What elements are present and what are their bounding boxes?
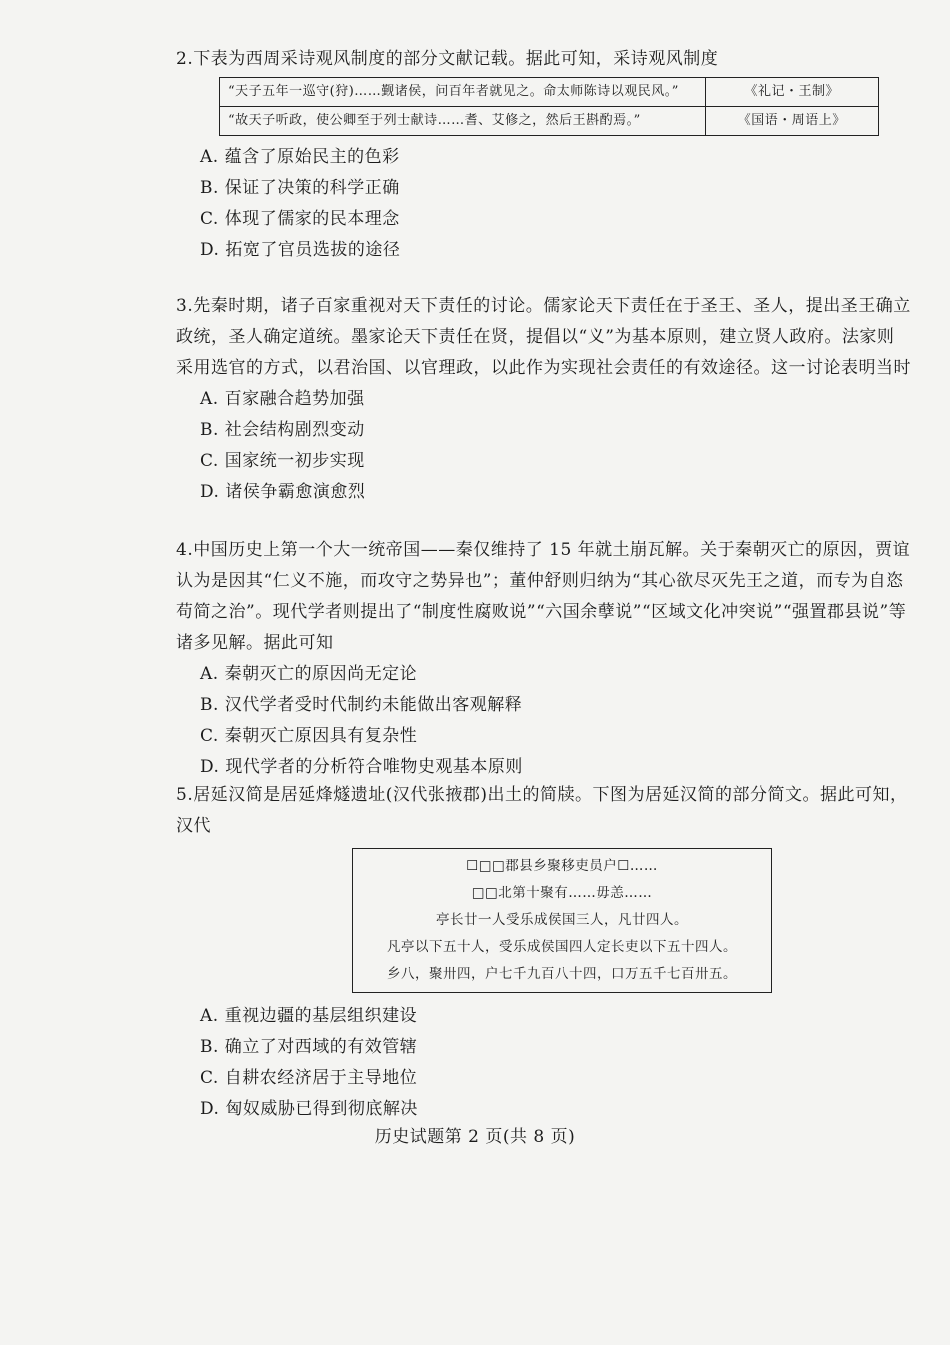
source-text: “天子五年一巡守(狩)……觐诸侯，问百年者就见之。命太师陈诗以观民风。”	[220, 78, 706, 107]
option-d: D. 匈奴威胁已得到彻底解决	[200, 1099, 418, 1119]
bamboo-line: 乡八，聚卅四，户七千九百八十四，口万五千七百卅五。	[387, 966, 737, 982]
source-citation: 《国语・周语上》	[705, 107, 878, 136]
option-b: B. 社会结构剧烈变动	[200, 420, 365, 440]
bamboo-slip-box	[352, 848, 772, 993]
option-c: C. 国家统一初步实现	[200, 451, 365, 471]
option-b: B. 汉代学者受时代制约未能做出客观解释	[200, 695, 523, 715]
bamboo-line: 凡亭以下五十人，受乐成侯国四人定长吏以下五十四人。	[387, 939, 737, 955]
page-footer: 历史试题第 2 页(共 8 页)	[374, 1127, 576, 1147]
question-5-stem: 5.居延汉简是居延烽燧遗址(汉代张掖郡)出土的简牍。下图为居延汉简的部分简文。据此可知，汉代	[176, 785, 908, 836]
question-3	[176, 291, 911, 508]
table-row	[220, 107, 879, 136]
bamboo-line: □□北第十聚有……毋恙……	[471, 885, 653, 901]
option-d: D. 拓宽了官员选拔的途径	[200, 240, 401, 260]
question-5	[176, 780, 911, 1125]
option-d: D. 现代学者的分析符合唯物史观基本原则	[200, 757, 523, 777]
source-text: “故天子听政，使公卿至于列士献诗……耆、艾修之，然后王斟酌焉。”	[220, 107, 706, 136]
option-c: C. 体现了儒家的民本理念	[200, 209, 400, 229]
question-3-stem: 3.先秦时期，诸子百家重视对天下责任的讨论。儒家论天下责任在于圣王、圣人，提出圣王确立政统，圣人确定道统。墨家论天下责任在贤，提倡以“义”为基本原则，建立贤人政府。法家则采用选官的方式，以君治国、以官理政，以此作为实现社会责任的有效途径。这一讨论表明当时	[176, 296, 911, 378]
bamboo-line: ☐□□郡县乡聚移吏员户☐……	[466, 858, 658, 874]
option-d: D. 诸侯争霸愈演愈烈	[200, 482, 366, 502]
option-a: A. 蕴含了原始民主的色彩	[200, 147, 400, 167]
question-4-stem: 4.中国历史上第一个大一统帝国——秦仅维持了 15 年就土崩瓦解。关于秦朝灭亡的原因，贾谊认为是因其“仁义不施，而攻守之势异也”；董仲舒则归纳为“其心欲尽灭先王之道，而专为自恣苟简之治”。现代学者则提出了“制度性腐败说”“六国余孽说”“区域文化冲突说”“强置郡县说”等诸多见解。据此可知	[176, 540, 911, 653]
table-row	[220, 78, 879, 107]
question-2	[176, 44, 911, 266]
option-a: A. 秦朝灭亡的原因尚无定论	[200, 664, 418, 684]
option-a: A. 重视边疆的基层组织建设	[200, 1006, 418, 1026]
option-b: B. 保证了决策的科学正确	[200, 178, 400, 198]
option-c: C. 自耕农经济居于主导地位	[200, 1068, 418, 1088]
option-c: C. 秦朝灭亡原因具有复杂性	[200, 726, 418, 746]
source-citation: 《礼记・王制》	[705, 78, 878, 107]
question-4	[176, 535, 911, 783]
source-table	[219, 77, 879, 136]
bamboo-line: 亭长廿一人受乐成侯国三人，凡廿四人。	[436, 912, 688, 928]
question-2-stem: 2.下表为西周采诗观风制度的部分文献记载。据此可知，采诗观风制度	[176, 49, 719, 69]
option-b: B. 确立了对西域的有效管辖	[200, 1037, 418, 1057]
option-a: A. 百家融合趋势加强	[200, 389, 365, 409]
